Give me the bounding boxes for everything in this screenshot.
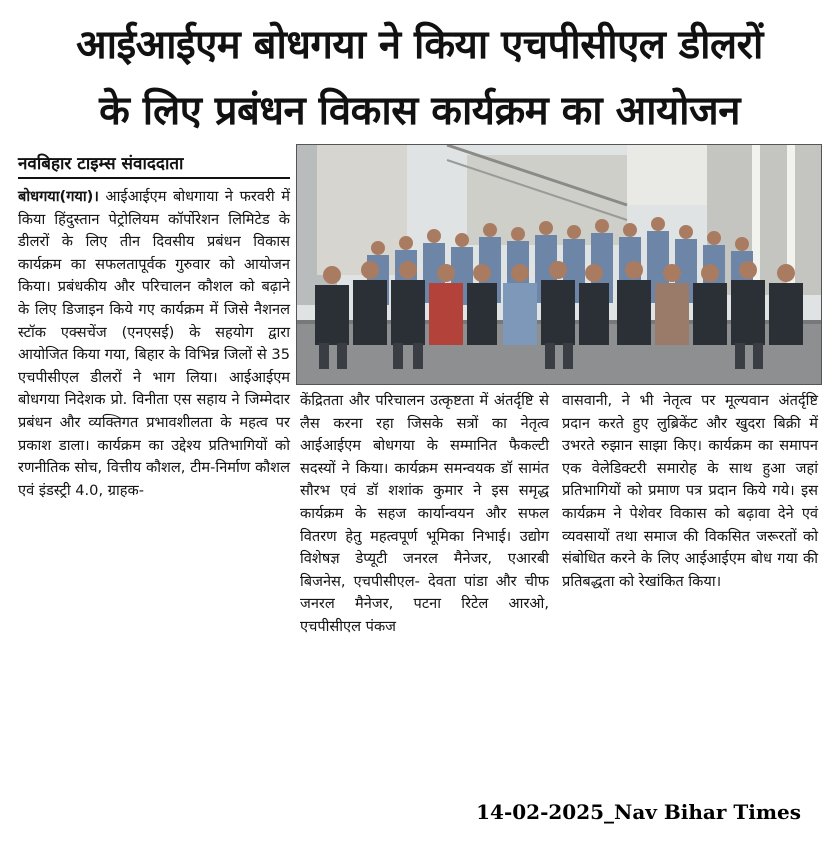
column-3-text: वासवानी, ने भी नेतृत्व पर मूल्यवान अंतर्दृष्टि प्रदान करते हुए लुब्रिकेंट और खुदरा बिक्री में उभरते रुझान साझा किए। कार्यक्रम का समापन एक वेलेडिक्टरी समारोह के साथ हुआ जहां प्रतिभागियों को प्रमाण पत्र प्रदान किये गये। इस कार्यक्रम ने पेशेवर विकास को बढ़ावा देने एवं व्यवसायों तथा समाज की विकसित जरूरतों को संबोधित करने के लिए आईआईएम बोध गया की प्रतिबद्धता को रेखांकित किया।	[562, 392, 818, 590]
article-column-2	[300, 390, 549, 639]
source-date-footer: 14-02-2025_Nav Bihar Times	[476, 800, 801, 824]
headline-line-2: के लिए प्रबंधन विकास कार्यक्रम का आयोजन	[99, 88, 740, 134]
column-2-text: केंद्रितता और परिचालन उत्कृष्टता में अंतर्दृष्टि से लैस करना रहा जिसके सत्रों का नेतृत्व आईआईएम बोधगया के सम्मानित फैकल्टी सदस्यों ने किया। कार्यक्रम समन्वयक डॉ सामंत सौरभ एवं डॉ शशांक कुमार ने इस समृद्ध कार्यक्रम के सहज कार्यान्वयन और सफल वितरण हेतु महत्वपूर्ण भूमिका निभाई। उद्योग विशेषज्ञ डेप्यूटी जनरल मैनेजर, एआरबी बिजनेस, एचपीसीएल- देवता पांडा और चीफ जनरल मैनेजर, पटना रिटेल आरओ, एचपीसीएल पंकज	[300, 392, 549, 635]
headline-line-1: आईआईएम बोधगया ने किया एचपीसीएल डीलरों	[76, 22, 763, 68]
dateline: बोधगया(गया)।	[18, 188, 99, 205]
byline: नवबिहार टाइम्स संवाददाता	[18, 153, 290, 179]
group-photo	[296, 144, 822, 385]
group-photo-icon	[297, 145, 821, 384]
article-column-3	[562, 390, 818, 593]
article-column-1	[18, 186, 290, 502]
column-1-text: आईआईएम बोधगाया ने फरवरी में किया हिंदुस्तान पेट्रोलियम कॉर्पोरेशन लिमिटेड के डीलरों के लिए तीन दिवसीय प्रबंधन विकास कार्यक्रम का सफलतापूर्वक गुरुवार को आयोजन किया। प्रबंधकीय और परिचालन कौशल को बढ़ाने के लिए डिजाइन किये गए कार्यक्रम में जिसे नैशनल स्टॉक एक्सचेंज (एनएसई) के सहयोग द्वारा आयोजित किया गया, बिहार के विभिन्न जिलों से 35 एचपीसीएल डीलरों ने भाग लिया। आईआईएम बोधगया निदेशक प्रो. विनीता एस सहाय ने जिम्मेदार प्रबंधन और व्यक्तिगत प्रभावशीलता के महत्व पर प्रकाश डाला। कार्यक्रम का उद्देश्य प्रतिभागियों को रणनीतिक सोच, वित्तीय कौशल, टीम-निर्माण कौशल एवं इंडस्ट्री 4.0, ग्राहक-	[18, 188, 290, 499]
